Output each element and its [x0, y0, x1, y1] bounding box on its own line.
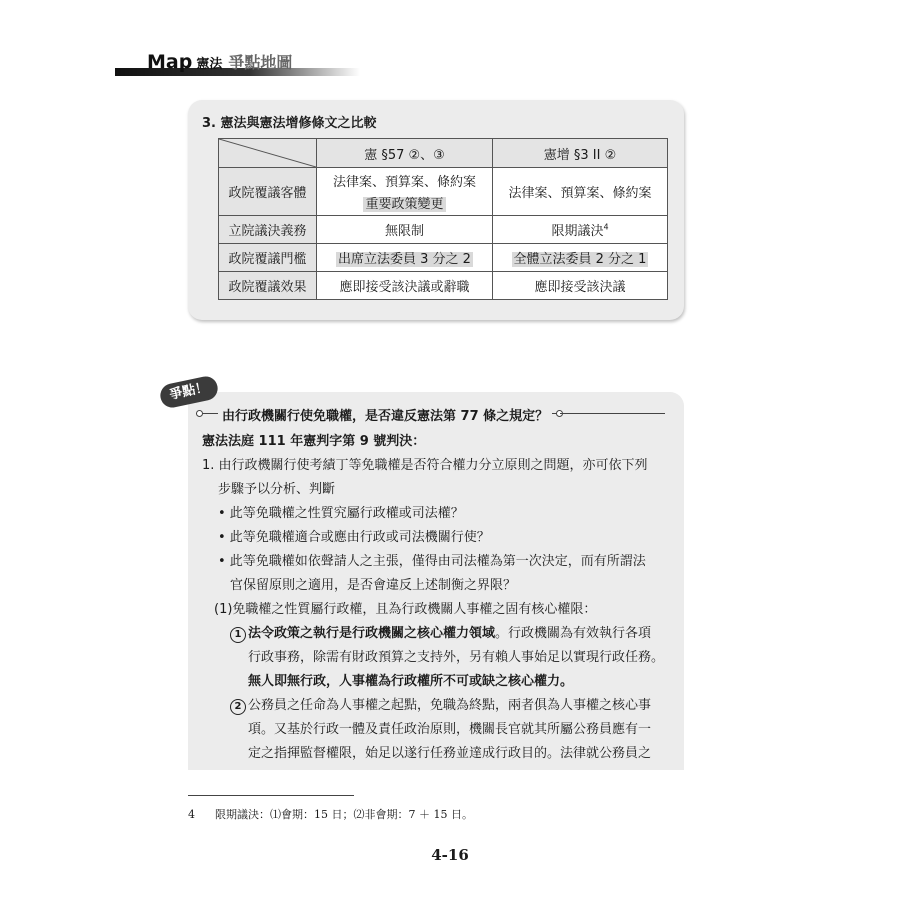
- row-label: 政院覆議門檻: [219, 244, 317, 272]
- circled-number: 1: [230, 627, 246, 643]
- column-header: 憲增 §3 II ②: [493, 139, 668, 168]
- paragraph-line: 1. 由行政機關行使考績丁等免職權是否符合權力分立原則之問題，亦可依下列: [202, 458, 648, 473]
- table-cell: [493, 244, 668, 272]
- comparison-table: [218, 138, 668, 300]
- ruling-title: 憲法法庭 111 年憲判字第 9 號判決：: [202, 434, 426, 449]
- circled-number: 2: [230, 699, 246, 715]
- cell-line-highlight: 重要政策變更: [365, 197, 444, 212]
- footnote-rule: [188, 795, 354, 796]
- table-cell: 應即接受該決議或辭職: [317, 272, 493, 300]
- header-title-sub2: 爭點地圖: [228, 53, 293, 72]
- item-emphasis: 法令政策之執行是行政機關之核心權力領域: [248, 626, 496, 641]
- footnote-text: 限期議決：⑴會期：15 日；⑵非會期：7 ＋ 15 日。: [215, 808, 473, 821]
- bullet-item: • 此等免職權之性質究屬行政權或司法權？: [218, 506, 464, 521]
- footnote: [188, 806, 473, 822]
- table-corner: [219, 139, 317, 168]
- bullet-item: • 此等免職權適合或應由行政或司法機關行使？: [218, 530, 490, 545]
- item-text: 公務員之任命為人事權之起點，免職為終點，兩者俱為人事權之核心事: [248, 698, 652, 713]
- table-cell: [493, 216, 668, 244]
- row-label: 立院議決義務: [219, 216, 317, 244]
- table-cell: 應即接受該決議: [493, 272, 668, 300]
- numbered-item: [230, 697, 651, 715]
- table-cell: 無限制: [317, 216, 493, 244]
- dispute-question: 由行政機關行使免職權，是否違反憲法第 77 條之規定？: [218, 405, 552, 424]
- rule-end-circle: [196, 410, 203, 417]
- header-title-sub: 憲法: [196, 57, 223, 72]
- item-line: 行政事務，除需有財政預算之支持外，另有賴人事始足以實現行政任務。: [248, 650, 665, 665]
- bullet-continuation: 官保留原則之適用，是否會違反上述制衡之界限？: [230, 578, 517, 593]
- item-text: 。行政機關為有效執行各項: [495, 626, 652, 641]
- cell-text-highlight: 全體立法委員 2 分之 1: [513, 252, 647, 267]
- item-line-bold: 無人即無行政，人事權為行政權所不可或缺之核心權力。: [248, 674, 574, 689]
- cell-text-highlight: 出席立法委員 3 分之 2: [338, 252, 471, 267]
- table-cell: [317, 168, 493, 216]
- cell-text: 限期議決: [551, 224, 604, 239]
- dispute-badge: 爭點！: [158, 374, 220, 410]
- comparison-box: [188, 100, 684, 320]
- item-line: 項。又基於行政一體及責任政治原則，機關長官就其所屬公務員應有一: [248, 722, 652, 737]
- bullet-item: • 此等免職權如依聲請人之主張，僅得由司法權為第一次決定，而有所謂法: [218, 554, 646, 569]
- question-rule-right: [560, 413, 665, 414]
- numbered-item: [230, 625, 651, 643]
- diagonal-line: [219, 139, 316, 167]
- paragraph-line: 步驟予以分析、判斷: [218, 482, 336, 497]
- header-title: [147, 50, 292, 73]
- column-header: 憲 §57 ②、③: [317, 139, 493, 168]
- page-header: [115, 52, 360, 76]
- footnote-number: 4: [188, 808, 195, 821]
- page-number: 4-16: [431, 846, 469, 864]
- section-heading: 3. 憲法與憲法增修條文之比較: [202, 116, 377, 131]
- header-title-main: Map: [147, 51, 193, 73]
- cell-line: 法律案、預算案、條約案: [332, 175, 476, 190]
- table-cell: [317, 244, 493, 272]
- subsection-heading: (1)免職權之性質屬行政權，且為行政機關人事權之固有核心權限：: [214, 602, 597, 617]
- footnote-ref: 4: [603, 222, 609, 232]
- table-cell: 法律案、預算案、條約案: [493, 168, 668, 216]
- row-label: 政院覆議效果: [219, 272, 317, 300]
- item-line: 定之指揮監督權限，始足以遂行任務並達成行政目的。法律就公務員之: [248, 746, 652, 761]
- row-label: 政院覆議客體: [219, 168, 317, 216]
